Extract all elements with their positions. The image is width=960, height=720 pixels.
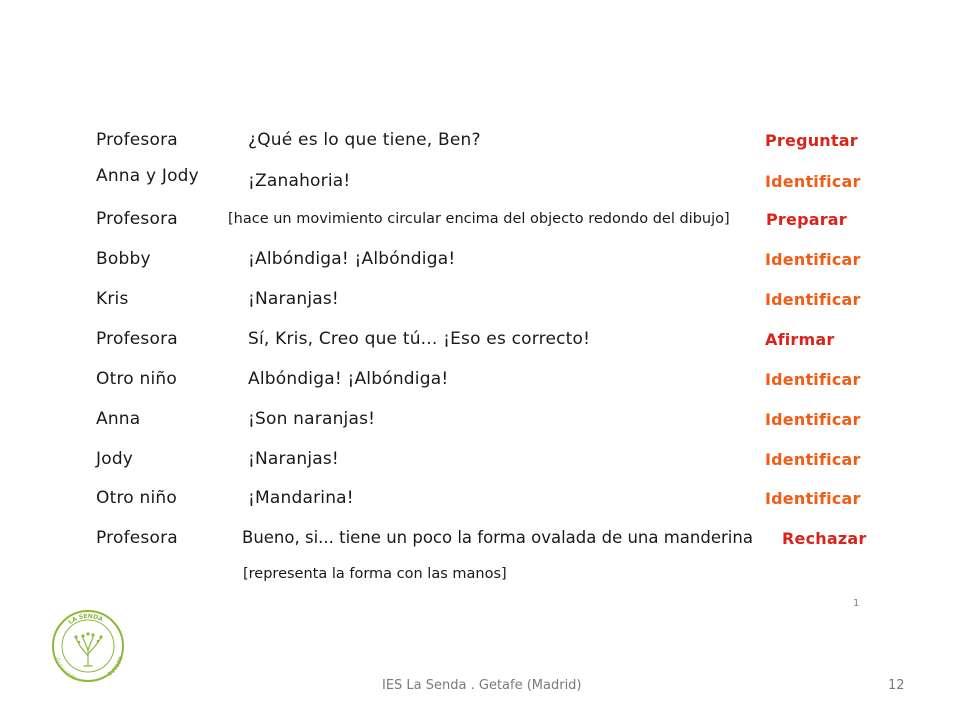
utterance-text: ¡Naranjas! [248,449,339,469]
school-logo [50,608,126,684]
logo-top-text: LA SENDA [67,612,104,626]
dialogue-row [0,528,960,558]
footnote-marker: 1 [853,598,860,609]
footer-text: IES La Senda . Getafe (Madrid) [382,678,582,693]
utterance-text: ¿Qué es lo que tiene, Ben? [248,130,481,150]
action-label: Identificar [765,489,861,508]
slide-number: 12 [888,678,905,693]
dialogue-row [0,449,960,479]
logo-right-text: GETAFE [106,655,124,677]
dialogue-row [0,130,960,160]
utterance-text: ¡Zanahoria! [248,171,351,191]
action-label: Rechazar [782,529,867,548]
action-label: Preparar [766,210,847,229]
speaker-label: Profesora [96,130,178,150]
utterance-text: Bueno, si... tiene un poco la forma ovalada de una manderina [242,528,753,547]
dialogue-row [0,249,960,279]
utterance-text: ¡Mandarina! [248,488,354,508]
utterance-text: ¡Naranjas! [248,289,339,309]
dialogue-row [0,329,960,359]
utterance-text: ¡Albóndiga! ¡Albóndiga! [248,249,456,269]
dialogue-row [0,369,960,399]
speaker-label: Profesora [96,209,178,229]
svg-text:GETAFE [106,655,123,676]
dialogue-row [0,208,960,238]
action-label: Identificar [765,172,861,191]
speaker-label: Otro niño [96,369,177,389]
speaker-label: Kris [96,289,129,309]
dialogue-row [0,166,960,196]
speaker-label: Anna y Jody [96,166,199,186]
logo-left-text: INSTITUTO [55,656,77,681]
action-label: Afirmar [765,330,835,349]
speaker-label: Profesora [96,528,178,548]
action-label: Identificar [765,290,861,309]
utterance-text: ¡Son naranjas! [248,409,376,429]
utterance-text: Sí, Kris, Creo que tú... ¡Eso es correcto! [248,329,591,349]
dialogue-row [0,409,960,439]
action-label: Identificar [765,250,861,269]
speaker-label: Profesora [96,329,178,349]
speaker-label: Otro niño [96,488,177,508]
tree-logo-icon [50,608,126,684]
speaker-label: Jody [96,449,134,469]
dialogue-row [0,289,960,319]
action-label: Identificar [765,410,861,429]
dialogue-row [0,488,960,518]
stage-direction-note: [representa la forma con las manos] [243,566,507,582]
speaker-label: Bobby [96,249,151,269]
speaker-label: Anna [96,409,141,429]
action-label: Identificar [765,370,861,389]
utterance-text: Albóndiga! ¡Albóndiga! [248,369,449,389]
action-label: Identificar [765,450,861,469]
utterance-text: [hace un movimiento circular encima del objecto redondo del dibujo] [228,211,730,227]
action-label: Preguntar [765,131,858,150]
